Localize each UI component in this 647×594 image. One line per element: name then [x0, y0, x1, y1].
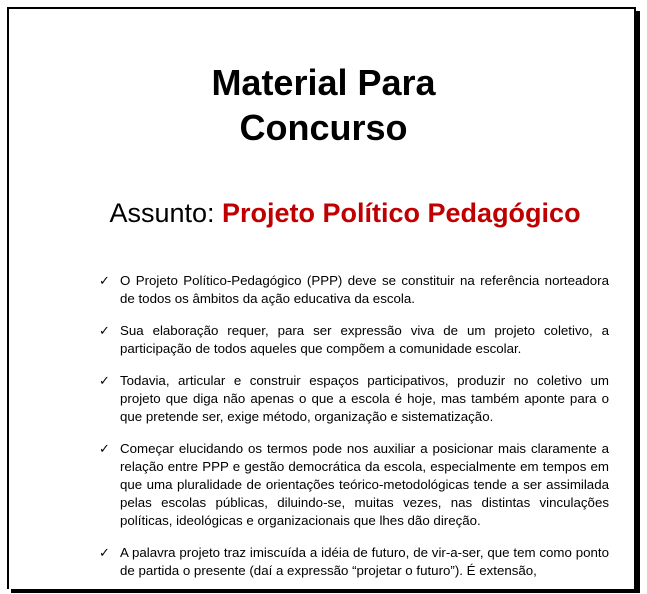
bullet-item — [97, 440, 609, 530]
subject-topic: Projeto Político Pedagógico — [222, 198, 581, 228]
check-mark-icon: ✓ — [99, 545, 110, 560]
bullet-list — [97, 272, 609, 594]
bullet-text: Sua elaboração requer, para ser expressão viva de um projeto coletivo, a participação de todos aqueles que compõem a comunidade escolar. — [120, 323, 609, 356]
bullet-item — [97, 544, 609, 580]
check-mark-icon: ✓ — [99, 323, 110, 338]
title-line-2: Concurso — [239, 107, 408, 148]
check-mark-icon: ✓ — [99, 273, 110, 288]
bullet-item — [97, 372, 609, 426]
document-title — [0, 60, 647, 150]
bullet-text: Todavia, articular e construir espaços participativos, produzir no coletivo um projeto que diga não apenas o que a escola é hoje, mas também aponte para o que pretende ser, exige método, organização e sistematização. — [120, 373, 609, 424]
subject-label: Assunto: — [109, 198, 215, 228]
check-mark-icon: ✓ — [99, 441, 110, 456]
bullet-text: Começar elucidando os termos pode nos auxiliar a posicionar mais claramente a relação entre PPP e gestão democrática da escola, especialmente em tempos em que uma pluralidade de orientações teórico-metodológicas tende a ser assimilada pelas escolas públicas, diluindo-se, muitas vezes, nas distintas vinculações políticas, ideológicas e organizacionais que lhes dão direção. — [120, 441, 609, 528]
title-line-1: Material Para — [211, 62, 436, 103]
bullet-item — [97, 272, 609, 308]
bullet-item — [97, 322, 609, 358]
subject-heading — [0, 195, 647, 231]
check-mark-icon: ✓ — [99, 373, 110, 388]
bullet-text: A palavra projeto traz imiscuída a idéia de futuro, de vir-a-ser, que tem como ponto de partida o presente (daí a expressão “projetar o futuro”). É extensão, — [120, 545, 609, 578]
bullet-text: O Projeto Político-Pedagógico (PPP) deve se constituir na referência norteadora de todos os âmbitos da ação educativa da escola. — [120, 273, 609, 306]
